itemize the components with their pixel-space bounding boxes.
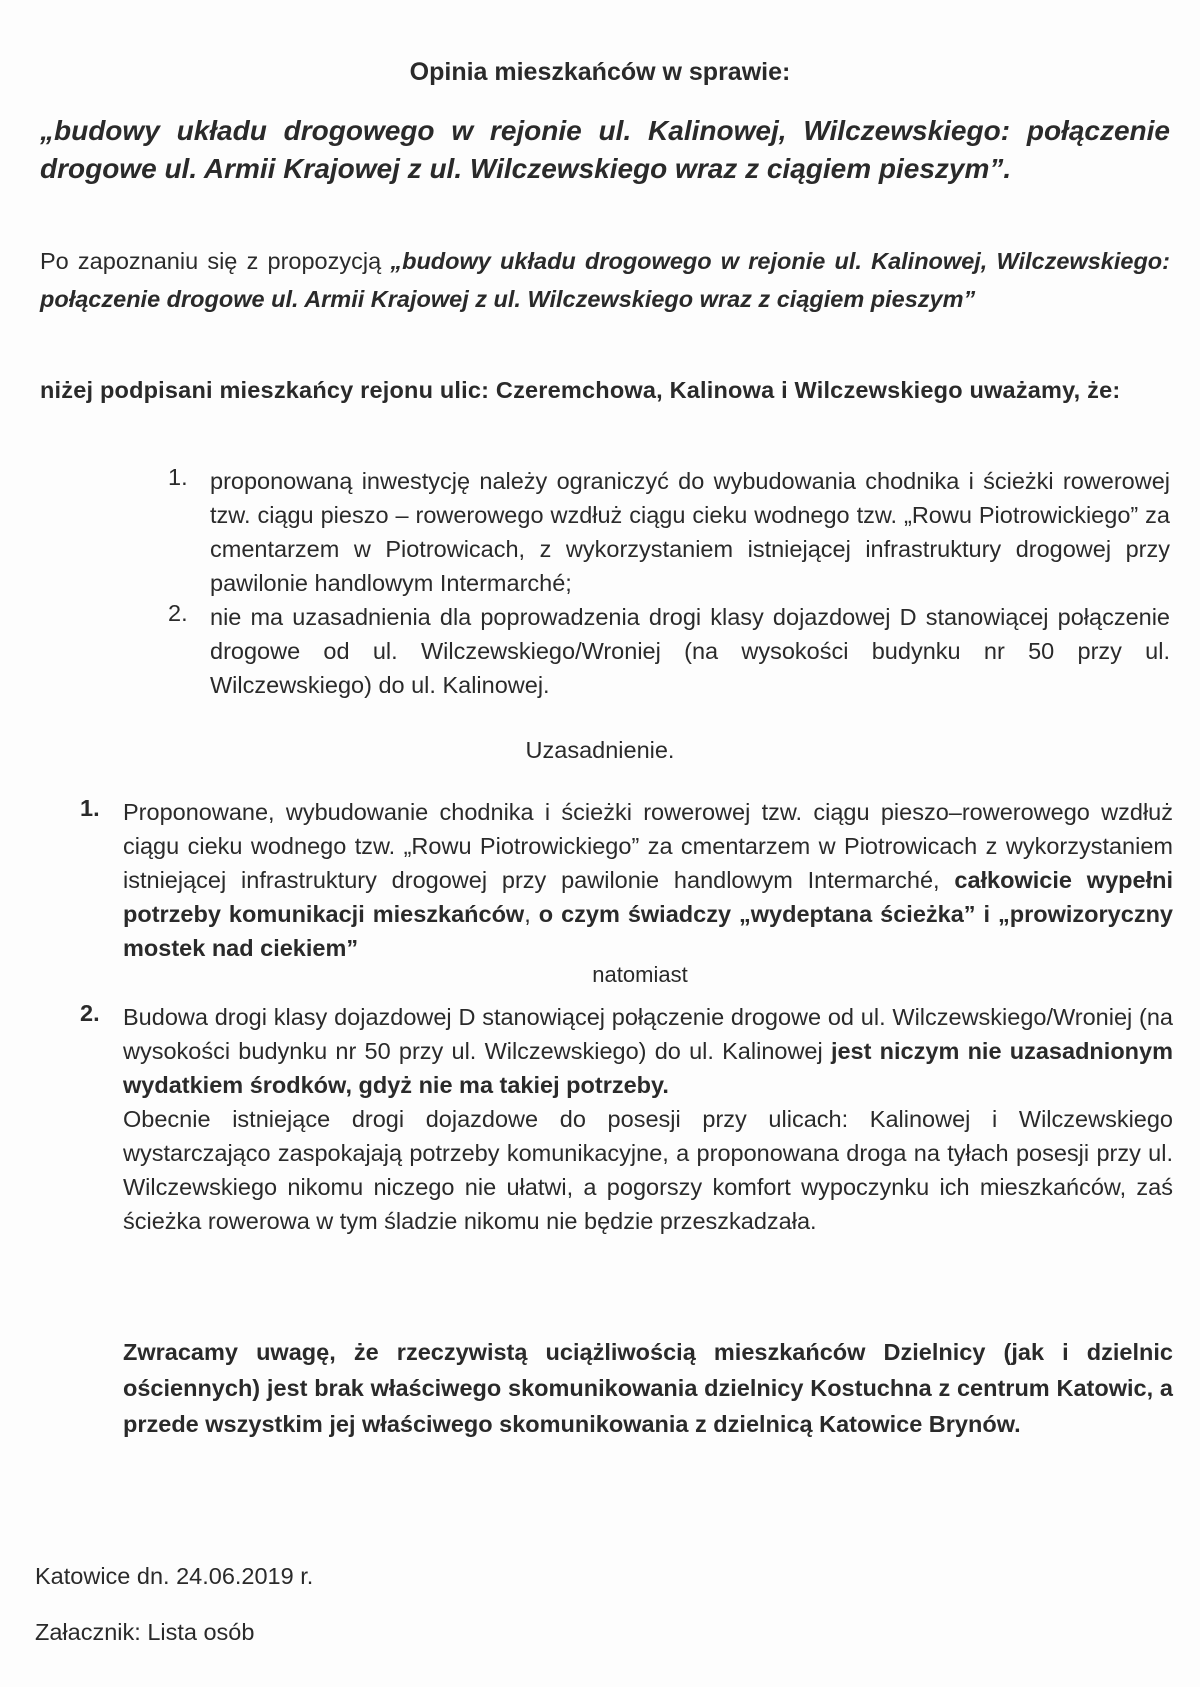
document-title: Opinia mieszkańców w sprawie: (409, 58, 791, 86)
justification-heading: Uzasadnienie. (525, 737, 675, 763)
justification-emphasis: całkowicie wypełni potrzeby komunikacji mieszkańców (123, 867, 1173, 927)
justification-text: , (524, 901, 539, 927)
justification-number: 1. (80, 795, 100, 821)
justification-text: Proponowane, wybudowanie chodnika i ścieżki rowerowej tzw. ciągu pieszo–rowerowego wzdłuż ciągu cieku wodnego tzw. „Rowu Piotrowickiego” za cmentarzem w Piotrowicach z wykorzystaniem istniejącej infrastruktury drogowej przy pawilonie handlowym Intermarché, (123, 799, 1173, 893)
proposal-text: proponowaną inwestycję należy ograniczyć do wybudowania chodnika i ścieżki rowerowej tzw. ciągu pieszo – rowerowego wzdłuż ciągu cieku wodnego tzw. „Rowu Piotrowickiego” za cmentarzem w Piotrowicach, z wykorzystaniem istniejącej infrastruktury drogowej przy pawilonie handlowym Intermarché; (210, 468, 1170, 596)
proposal-text: nie ma uzasadnienia dla poprowadzenia drogi klasy dojazdowej D stanowiącej połączenie drogowe od ul. Wilczewskiego/Wroniej (na wysokości budynku nr 50 przy ul. Wilczewskiego) do ul. Kalinowej. (210, 604, 1170, 698)
justification-emphasis: jest niczym nie uzasadnionym wydatkiem środków, gdyż nie ma takiej potrzeby. (123, 1038, 1173, 1098)
connector-word: natomiast (592, 962, 688, 987)
justification-text: Budowa drogi klasy dojazdowej D stanowiącej połączenie drogowe od ul. Wilczewskiego/Wroniej (na wysokości budynku nr 50 przy ul. Wilczewskiego) do ul. Kalinowej (123, 1004, 1173, 1064)
justification-item-2 (123, 1000, 1173, 1238)
date-line: Katowice dn. 24.06.2019 r. (35, 1563, 314, 1589)
justification-item-1 (123, 795, 1173, 965)
intro-paragraph (40, 242, 1170, 318)
intro-prefix: Po zapoznaniu się z propozycją (40, 248, 391, 274)
proposal-number: 2. (168, 600, 188, 626)
justification-number: 2. (80, 1000, 100, 1026)
justification-emphasis: o czym świadczy „wydeptana ścieżka” i „prowizoryczny mostek nad ciekiem” (123, 901, 1173, 961)
signed-statement: niżej podpisani mieszkańcy rejonu ulic: Czeremchowa, Kalinowa i Wilczewskiego uważamy, że: (40, 377, 1121, 403)
justification-followup: Obecnie istniejące drogi dojazdowe do posesji przy ulicach: Kalinowej i Wilczewskiego wystarczająco zaspokajają potrzeby komunikacyjne, a proponowana droga na tyłach posesji przy ul. Wilczewskiego nikomu niczego nie ułatwi, a pogorszy komfort wypoczynku ich mieszkańców, zaś ścieżka rowerowa w tym śladzie nikomu nie będzie przeszkadzała. (123, 1106, 1173, 1234)
intro-emphasis: „budowy układu drogowego w rejonie ul. Kalinowej, Wilczewskiego: połączenie drogowe ul. Armii Krajowej z ul. Wilczewskiego wraz z ciągiem pieszym” (40, 248, 1170, 312)
attachment-line: Załacznik: Lista osób (35, 1619, 255, 1645)
subject-line: „budowy układu drogowego w rejonie ul. Kalinowej, Wilczewskiego: połączenie drogowe ul. Armii Krajowej z ul. Wilczewskiego wraz z ciągiem pieszym”. (40, 115, 1170, 184)
proposal-number: 1. (168, 464, 188, 490)
closing-note: Zwracamy uwagę, że rzeczywistą uciążliwością mieszkańców Dzielnicy (jak i dzielnic ościennych) jest brak właściwego skomunikowania dzielnicy Kostuchna z centrum Katowic, a przede wszystkim jej właściwego skomunikowania z dzielnicą Katowice Brynów. (123, 1339, 1173, 1437)
